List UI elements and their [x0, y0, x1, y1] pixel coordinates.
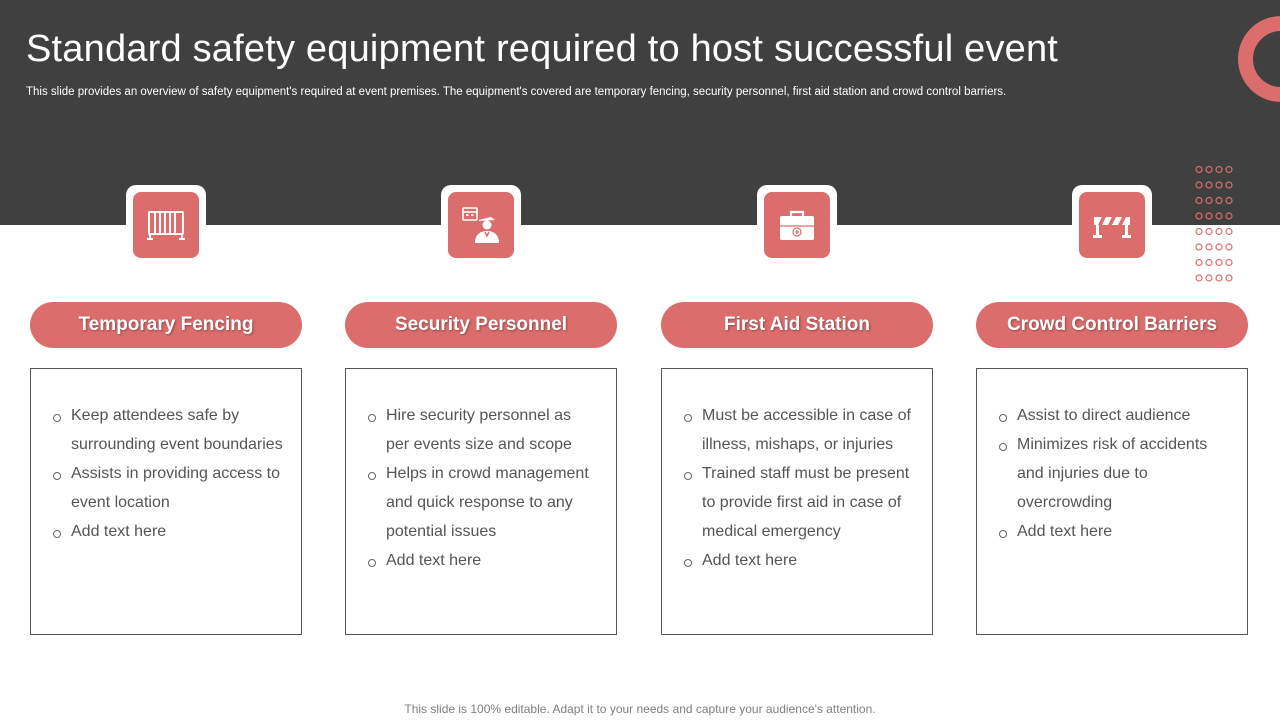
- security-guard-icon: [448, 192, 514, 258]
- column-card-barriers: [976, 368, 1248, 635]
- list-item: Add text here: [51, 517, 283, 546]
- list-item: Keep attendees safe by surrounding event boundaries: [51, 401, 283, 459]
- icon-frame-security: [441, 185, 521, 265]
- page-title: Standard safety equipment required to host successful event: [26, 28, 1059, 70]
- icon-frame-fencing: [126, 185, 206, 265]
- page-subtitle: This slide provides an overview of safety equipment's required at event premises. The equipment's covered are temporary fencing, security personnel, first aid station and crowd control barriers.: [26, 86, 1007, 98]
- column-title-barriers: Crowd Control Barriers: [976, 302, 1248, 348]
- list-item: Helps in crowd management and quick response to any potential issues: [366, 459, 598, 546]
- list-item: Add text here: [997, 517, 1229, 546]
- list-item: Must be accessible in case of illness, mishaps, or injuries: [682, 401, 914, 459]
- column-card-fencing: [30, 368, 302, 635]
- column-title-fencing: Temporary Fencing: [30, 302, 302, 348]
- first-aid-kit-icon: [764, 192, 830, 258]
- list-item: Add text here: [682, 546, 914, 575]
- fence-icon: [133, 192, 199, 258]
- list-item: Minimizes risk of accidents and injuries due to overcrowding: [997, 430, 1229, 517]
- column-card-first-aid: [661, 368, 933, 635]
- icon-frame-first-aid: [757, 185, 837, 265]
- column-title-security: Security Personnel: [345, 302, 617, 348]
- column-card-security: [345, 368, 617, 635]
- footer-note: This slide is 100% editable. Adapt it to your needs and capture your audience's attention.: [404, 702, 876, 716]
- list-item: Hire security personnel as per events size and scope: [366, 401, 598, 459]
- list-item: Trained staff must be present to provide first aid in case of medical emergency: [682, 459, 914, 546]
- list-item: Assists in providing access to event location: [51, 459, 283, 517]
- list-item: Add text here: [366, 546, 598, 575]
- column-title-first-aid: First Aid Station: [661, 302, 933, 348]
- barrier-icon: [1079, 192, 1145, 258]
- icon-frame-barriers: [1072, 185, 1152, 265]
- decorative-dot-grid: [1195, 164, 1237, 284]
- list-item: Assist to direct audience: [997, 401, 1229, 430]
